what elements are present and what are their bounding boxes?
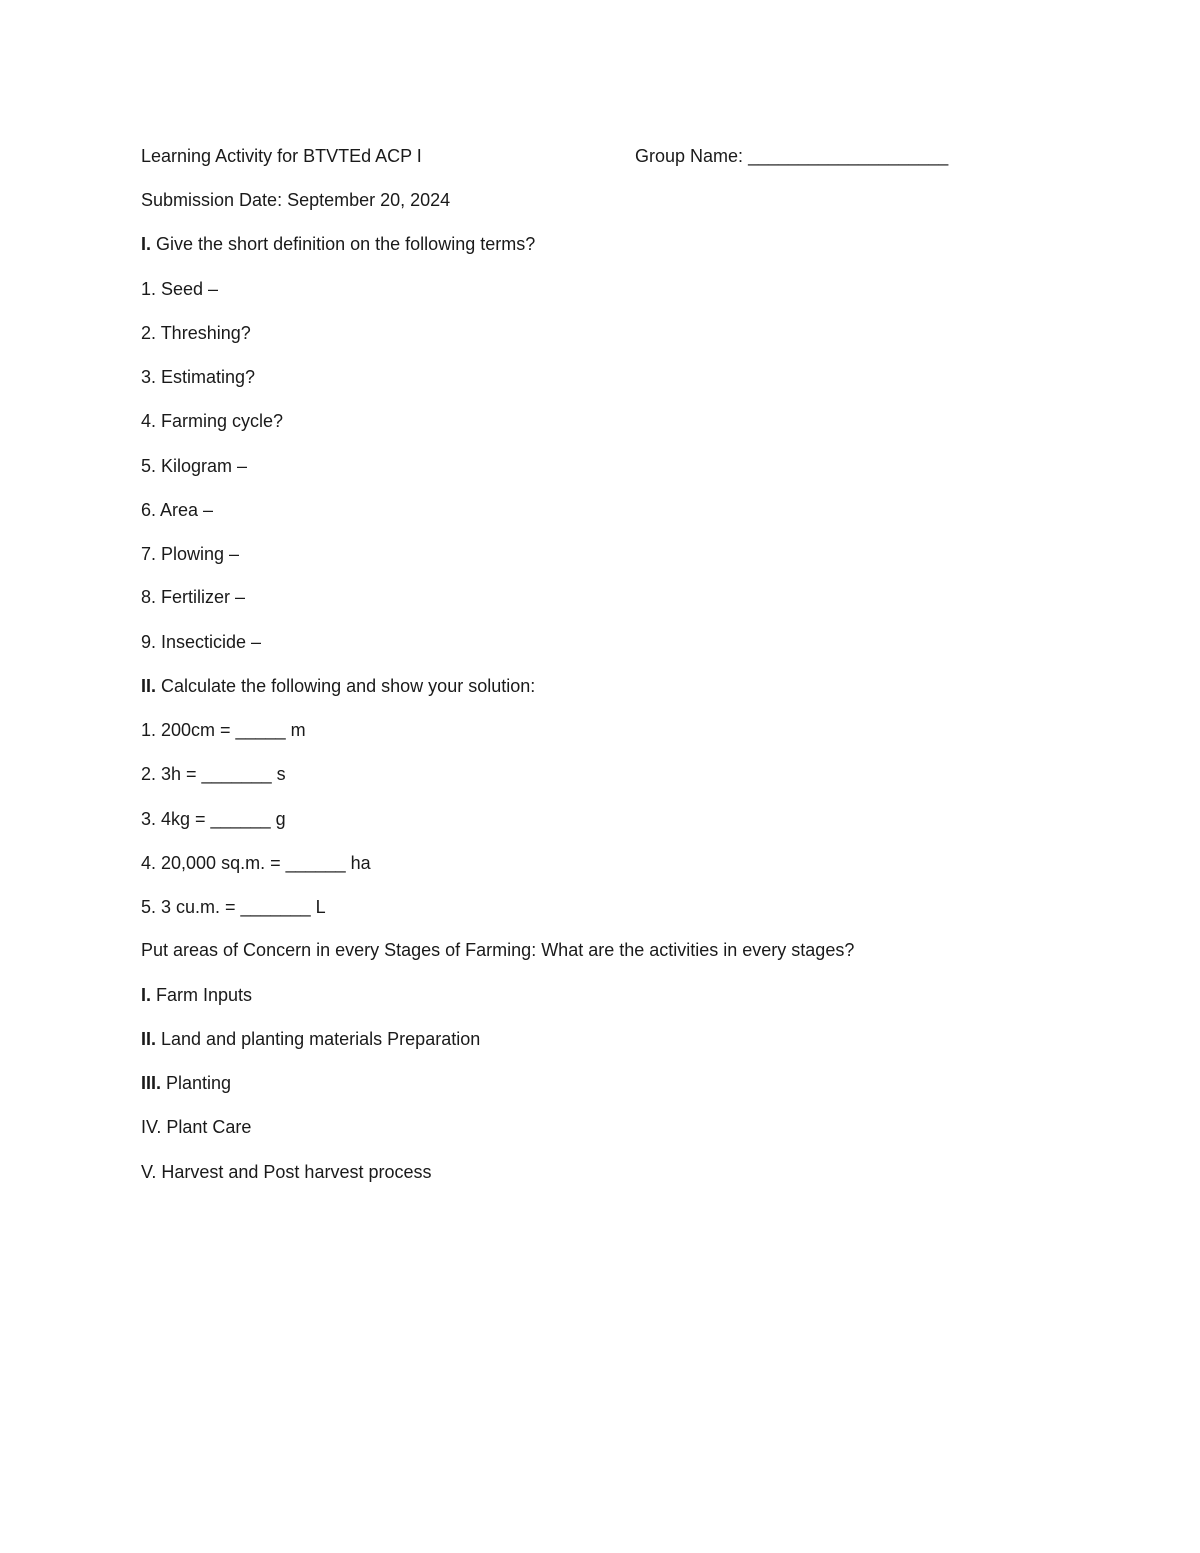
stage-text: Harvest and Post harvest process: [156, 1162, 432, 1182]
part2-item: 5. 3 cu.m. = _______ L: [141, 897, 326, 917]
part1-item: 8. Fertilizer –: [141, 587, 246, 607]
part1-numeral: I.: [141, 234, 152, 254]
stage-item: [141, 1028, 480, 1050]
stage-item: [141, 984, 252, 1006]
stage-item: [141, 1161, 431, 1183]
part1-item: 5. Kilogram –: [141, 456, 248, 476]
stage-numeral: II.: [141, 1029, 157, 1049]
stage-numeral: III.: [141, 1073, 162, 1093]
group-name-field: [635, 145, 948, 167]
part2-instruction-text: Calculate the following and show your solution:: [156, 676, 536, 696]
part1-item: 9. Insecticide –: [141, 632, 262, 652]
part1-item: 6. Area –: [141, 500, 214, 520]
part1-item: 2. Threshing?: [141, 323, 251, 343]
part1-item: 1. Seed –: [141, 279, 219, 299]
activity-title: Learning Activity for BTVTEd ACP I: [141, 146, 422, 166]
part1-instruction-text: Give the short definition on the following terms?: [151, 234, 536, 254]
part2-item: 4. 20,000 sq.m. = ______ ha: [141, 853, 371, 873]
part2-item: 3. 4kg = ______ g: [141, 809, 286, 829]
stage-item: [141, 1072, 231, 1094]
part1-item: 3. Estimating?: [141, 367, 256, 387]
stage-text: Planting: [161, 1073, 232, 1093]
stage-numeral: IV.: [141, 1117, 162, 1137]
stage-text: Land and planting materials Preparation: [156, 1029, 481, 1049]
stage-text: Plant Care: [161, 1117, 252, 1137]
submission-date: Submission Date: September 20, 2024: [141, 190, 451, 210]
part2-item: 1. 200cm = _____ m: [141, 720, 306, 740]
part1-instruction: [141, 233, 535, 255]
stage-numeral: V.: [141, 1162, 157, 1182]
part1-item: 4. Farming cycle?: [141, 411, 284, 431]
group-name-label: Group Name:: [635, 146, 744, 166]
part1-item: 7. Plowing –: [141, 544, 240, 564]
part2-instruction: [141, 675, 535, 697]
part2-item: 2. 3h = _______ s: [141, 764, 286, 784]
stage-item: [141, 1116, 251, 1138]
group-name-blank: ____________________: [748, 146, 949, 166]
stage-text: Farm Inputs: [151, 985, 253, 1005]
stage-numeral: I.: [141, 985, 152, 1005]
part2-numeral: II.: [141, 676, 157, 696]
part3-instruction: Put areas of Concern in every Stages of Farming: What are the activities in every stages?: [141, 940, 855, 960]
